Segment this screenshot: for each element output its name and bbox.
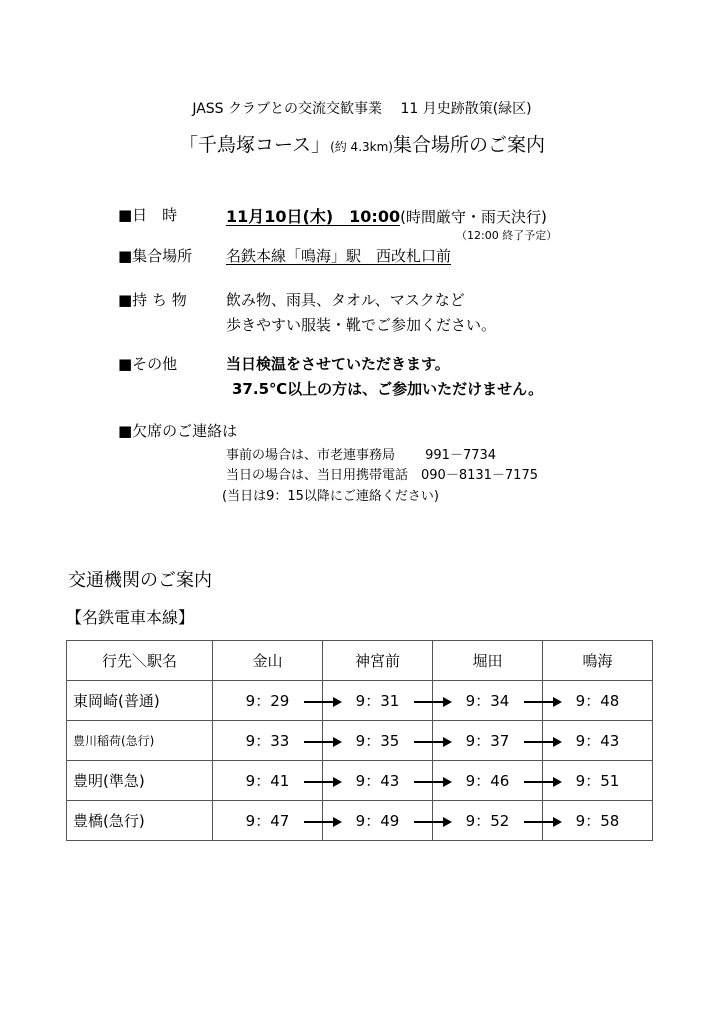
time-value: 9：51	[575, 772, 620, 790]
end-time-note: （12:00 終了予定）	[456, 229, 558, 242]
header-jingumae: 神宮前	[323, 641, 433, 681]
time-value: 9：58	[575, 812, 620, 830]
time-value: 9：37	[465, 732, 510, 750]
header-horita: 堀田	[433, 641, 543, 681]
train-name: 東岡崎(普通)	[67, 681, 213, 721]
right-arrow-icon	[413, 735, 453, 749]
right-arrow-icon	[303, 775, 343, 789]
time-value: 9：41	[245, 772, 290, 790]
place-label: ■集合場所	[118, 247, 193, 265]
time-value: 9：29	[245, 692, 290, 710]
date-value: 11月10日(木) 10:00	[226, 207, 401, 226]
page-title	[0, 130, 724, 157]
table-row	[67, 721, 653, 761]
title-distance: (約 4.3km)	[330, 140, 393, 154]
items-label: ■持 ち 物	[118, 291, 187, 309]
items-line-1: 飲み物、雨具、タオル、マスクなど	[226, 291, 465, 309]
right-arrow-icon	[303, 695, 343, 709]
right-arrow-icon	[523, 695, 563, 709]
time-value: 9：52	[465, 812, 510, 830]
title-course: 「千鳥塚コース」	[179, 134, 331, 156]
time-value: 9：43	[355, 772, 400, 790]
time-cell	[543, 681, 653, 721]
right-arrow-icon	[303, 735, 343, 749]
right-arrow-icon	[523, 775, 563, 789]
time-value: 9：35	[355, 732, 400, 750]
header-destination: 行先＼駅名	[67, 641, 213, 681]
train-name: 豊川稲荷(急行)	[67, 721, 213, 761]
header-narumi: 鳴海	[543, 641, 653, 681]
absence-line-2: 当日の場合は、当日用携帯電話 090－8131－7175	[226, 468, 538, 483]
title-rest: 集合場所のご案内	[392, 134, 545, 156]
absence-line-1: 事前の場合は、市老連事務局 991－7734	[226, 448, 497, 463]
header-kanayama: 金山	[213, 641, 323, 681]
table-row	[67, 761, 653, 801]
date-label: ■日 時	[118, 206, 178, 224]
date-row	[226, 204, 547, 227]
right-arrow-icon	[413, 815, 453, 829]
time-value: 9：47	[245, 812, 290, 830]
absence-line-3: (当日は9：15以降にご連絡ください)	[222, 489, 439, 504]
other-line-1: 当日検温をさせていただきます。	[226, 355, 450, 373]
timetable	[66, 640, 653, 841]
table-row	[67, 681, 653, 721]
date-note: (時間厳守・雨天決行)	[400, 208, 547, 226]
items-line-2: 歩きやすい服装・靴でご参加ください。	[226, 316, 497, 334]
train-name: 豊橋(急行)	[67, 801, 213, 841]
event-subtitle: JASS クラブとの交流交歓事業 11 月史跡散策(緑区)	[192, 101, 532, 117]
time-value: 9：49	[355, 812, 400, 830]
right-arrow-icon	[523, 735, 563, 749]
time-cell	[543, 801, 653, 841]
line-name: 【名鉄電車本線】	[66, 608, 195, 627]
right-arrow-icon	[413, 775, 453, 789]
time-value: 9：43	[575, 732, 620, 750]
timetable-header-row	[67, 641, 653, 681]
table-row	[67, 801, 653, 841]
other-line-2: 37.5℃以上の方は、ご参加いただけません。	[232, 380, 544, 398]
time-cell	[543, 721, 653, 761]
other-label: ■その他	[118, 355, 178, 373]
time-value: 9：33	[245, 732, 290, 750]
train-name: 豊明(準急)	[67, 761, 213, 801]
time-cell	[543, 761, 653, 801]
place-value: 名鉄本線「鳴海」駅 西改札口前	[226, 247, 452, 265]
transport-title: 交通機関のご案内	[68, 570, 212, 591]
right-arrow-icon	[413, 695, 453, 709]
right-arrow-icon	[303, 815, 343, 829]
time-value: 9：46	[465, 772, 510, 790]
absence-label: ■欠席のご連絡は	[118, 422, 238, 440]
time-value: 9：34	[465, 692, 510, 710]
time-value: 9：31	[355, 692, 400, 710]
right-arrow-icon	[523, 815, 563, 829]
time-value: 9：48	[575, 692, 620, 710]
